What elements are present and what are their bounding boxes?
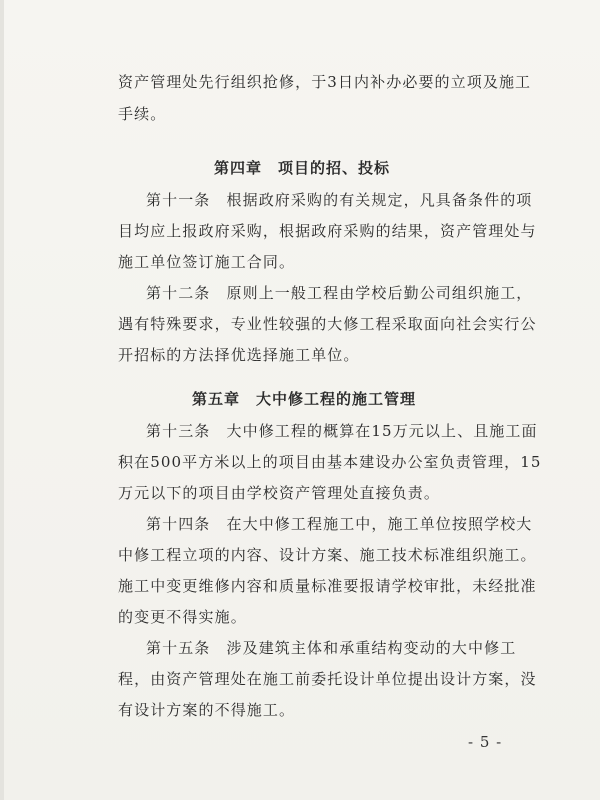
article-13-line-1: 第十三条 大中修工程的概算在15万元以上、且施工面	[146, 422, 538, 440]
article-14-line-1: 第十四条 在大中修工程施工中，施工单位按照学校大	[146, 515, 533, 533]
article-12-line-1: 第十二条 原则上一般工程由学校后勤公司组织施工，	[146, 284, 533, 302]
article-15-line-3: 有设计方案的不得施工。	[118, 701, 296, 719]
chapter-five-title: 第五章 大中修工程的施工管理	[192, 390, 417, 408]
article-12-line-2: 遇有特殊要求，专业性较强的大修工程采取面向社会实行公	[118, 315, 537, 333]
article-13-line-3: 万元以下的项目由学校资产管理处直接负责。	[118, 484, 441, 502]
article-14-line-3: 施工中变更维修内容和质量标准要报请学校审批，未经批准	[118, 577, 537, 595]
paragraph-line: 资产管理处先行组织抢修，于3日内补办必要的立项及施工	[118, 73, 532, 91]
article-11-line-3: 施工单位签订施工合同。	[118, 253, 296, 271]
article-14-line-2: 中修工程立项的内容、设计方案、施工技术标准组织施工。	[118, 546, 537, 564]
article-12-line-3: 开招标的方法择优选择施工单位。	[118, 346, 360, 364]
article-11-line-2: 目均应上报政府采购，根据政府采购的结果，资产管理处与	[118, 222, 537, 240]
article-15-line-2: 程，由资产管理处在施工前委托设计单位提出设计方案，没	[118, 670, 537, 688]
paragraph-line: 手续。	[118, 105, 167, 123]
article-11-line-1: 第十一条 根据政府采购的有关规定，凡具备条件的项	[146, 191, 533, 209]
article-14-line-4: 的变更不得实施。	[118, 608, 247, 626]
page-edge-shadow	[0, 0, 4, 800]
article-15-line-1: 第十五条 涉及建筑主体和承重结构变动的大中修工	[146, 639, 517, 657]
chapter-four-title: 第四章 项目的招、投标	[214, 159, 391, 177]
page-number: - 5 -	[468, 733, 503, 751]
article-13-line-2: 积在500平方米以上的项目由基本建设办公室负责管理，15	[118, 453, 542, 471]
